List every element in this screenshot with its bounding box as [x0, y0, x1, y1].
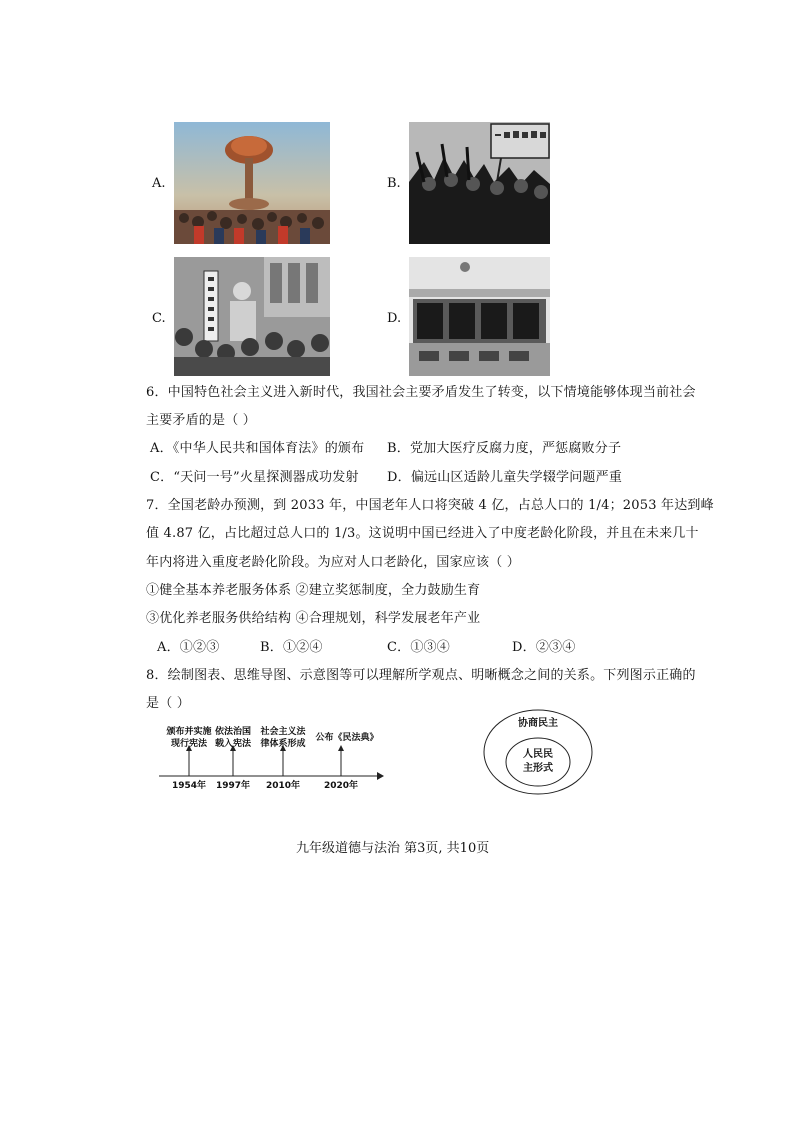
timeline-year-1: 1954年 — [171, 781, 207, 791]
q7-option-a: A．①②③ — [157, 640, 220, 655]
billboard-image — [409, 257, 550, 376]
timeline-event-4: 公布《民法典》 — [315, 733, 379, 743]
q7-items-line2: ③优化养老服务供给结构 ④合理规划，科学发展老年产业 — [146, 611, 481, 626]
timeline-event-3: 社会主义法 律体系形成 — [260, 727, 306, 749]
q7-option-b: B．①②④ — [260, 640, 323, 655]
q6-option-a: A．《中华人民共和国体育法》的颁布 — [150, 441, 365, 456]
option-a-label: A. — [152, 176, 166, 191]
q6-option-d: D．偏远山区适龄儿童失学辍学问题严重 — [387, 470, 623, 485]
page-footer: 九年级道德与法治 第3页, 共10页 — [296, 841, 490, 856]
crowd-banner-image — [174, 257, 330, 376]
venn-diagram — [482, 708, 594, 796]
timeline-event-1: 颁布并实施 现行宪法 — [166, 727, 212, 749]
q7-stem-line3: 年内将进入重度老龄化阶段。为应对人口老龄化，国家应该（ ） — [146, 555, 520, 570]
option-d-photo — [409, 257, 550, 376]
option-b-photo — [409, 122, 550, 244]
soldiers-image — [409, 122, 550, 244]
q8-stem-line1: 8．绘制图表、思维导图、示意图等可以理解所学观点、明晰概念之间的关系。下列图示正确的 — [146, 668, 696, 683]
q6-option-b: B．党加大医疗反腐力度，严惩腐败分子 — [387, 441, 622, 456]
option-c-photo — [174, 257, 330, 376]
option-a-photo — [174, 122, 330, 244]
q6-stem-line2: 主要矛盾的是（ ） — [146, 413, 256, 428]
timeline-year-4: 2020年 — [323, 781, 359, 791]
q7-option-d: D．②③④ — [512, 640, 576, 655]
timeline-event-2: 依法治国 载入宪法 — [214, 727, 251, 749]
venn-outer-label: 协商民主 — [518, 718, 558, 729]
timeline-diagram — [155, 720, 385, 795]
q6-stem-line1: 6．中国特色社会主义进入新时代，我国社会主要矛盾发生了转变，以下情境能够体现当前社会 — [146, 385, 696, 400]
q7-items-line1: ①健全基本养老服务体系 ②建立奖惩制度，全力鼓励生育 — [146, 583, 481, 598]
q7-stem-line1: 7．全国老龄办预测，到 2033 年，中国老年人口将突破 4 亿，占总人口的 1/4；2053 年达到峰 — [146, 498, 714, 513]
venn-inner-label: 人民民 主形式 — [523, 749, 553, 774]
option-d-label: D. — [387, 311, 402, 326]
option-c-label: C. — [152, 311, 166, 326]
q7-option-c: C．①③④ — [387, 640, 450, 655]
option-b-label: B. — [387, 176, 401, 191]
timeline-year-3: 2010年 — [265, 781, 301, 791]
timeline-year-2: 1997年 — [215, 781, 251, 791]
timeline-arrow-icon — [377, 772, 384, 780]
q7-stem-line2: 值 4.87 亿，占比超过总人口的 1/3。这说明中国已经进入了中度老龄化阶段，并且在未来几十 — [146, 526, 699, 541]
mushroom-cloud-image — [174, 122, 330, 244]
q6-option-c: C．“天问一号”火星探测器成功发射 — [150, 470, 359, 485]
q8-stem-line2: 是（ ） — [146, 696, 190, 711]
